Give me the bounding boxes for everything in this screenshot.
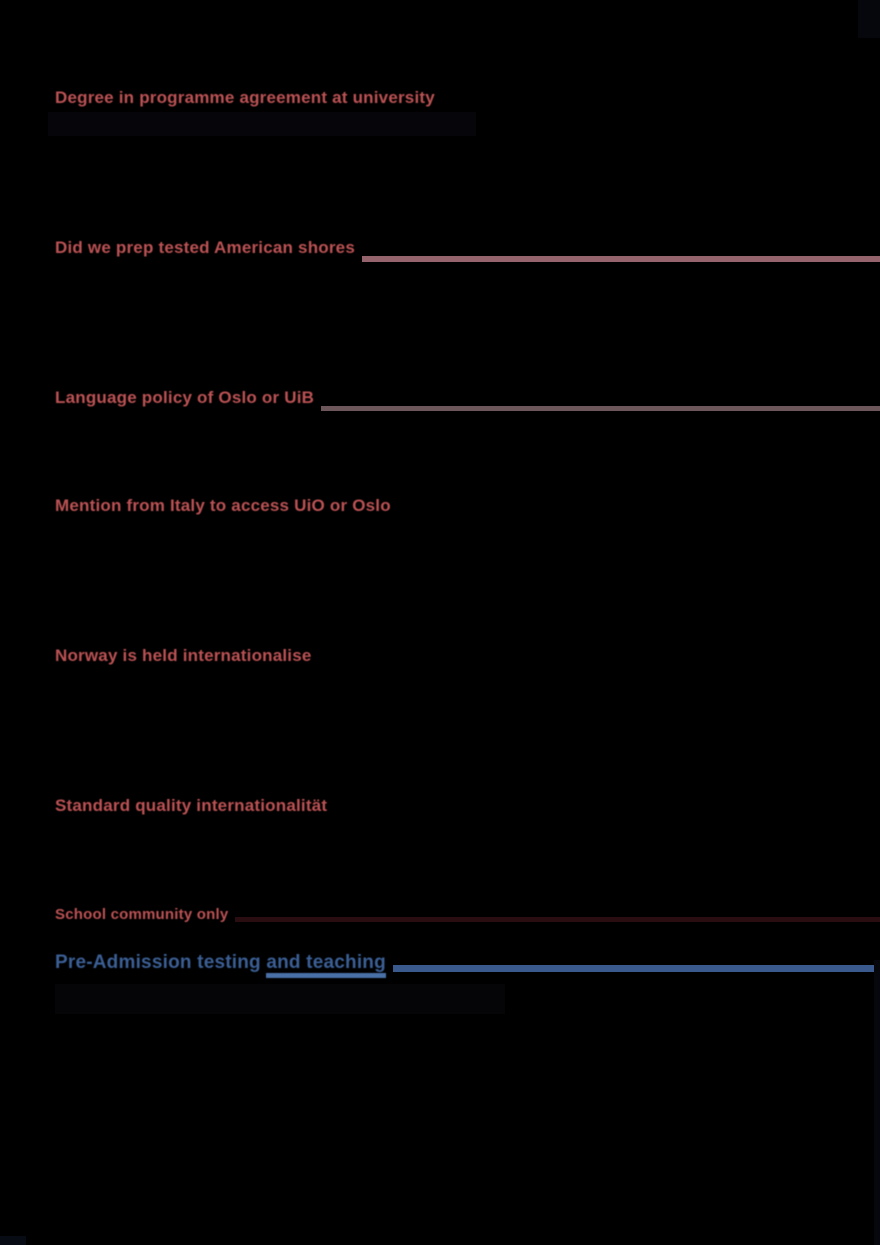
section-row-4 [55, 495, 880, 517]
section-heading-6: Standard quality internationalität [55, 796, 328, 815]
section-row-8 [55, 950, 880, 976]
faint-corner-mark [858, 0, 880, 38]
section-divider-rule [235, 917, 880, 922]
section-heading-7: School community only [55, 906, 229, 923]
admission-link-underlined-text[interactable]: and teaching [266, 952, 386, 978]
section-divider-rule-blue [393, 965, 880, 972]
section-heading-3: Language policy of Oslo or UiB [55, 388, 315, 407]
section-heading-4: Mention from Italy to access UiO or Oslo [55, 496, 391, 515]
faint-edge-strip [874, 960, 880, 1245]
section-row-3 [55, 387, 880, 411]
section-heading-1: Degree in programme agreement at university [55, 88, 435, 107]
section-heading-5: Norway is held internationalise [55, 646, 312, 665]
section-row-1 [55, 87, 880, 109]
section-divider-rule [362, 256, 880, 262]
admission-link-heading[interactable] [55, 950, 386, 976]
faint-corner-mark [0, 1236, 26, 1245]
section-divider-rule [321, 406, 880, 411]
section-heading-2: Did we prep tested American shores [55, 238, 355, 257]
section-row-2 [55, 237, 880, 262]
faint-text-region [55, 984, 505, 1014]
faint-text-region [48, 112, 476, 136]
section-row-5 [55, 645, 880, 667]
section-row-7 [55, 905, 880, 924]
admission-link-prefix: Pre-Admission testing [55, 952, 267, 973]
section-row-6 [55, 795, 880, 817]
